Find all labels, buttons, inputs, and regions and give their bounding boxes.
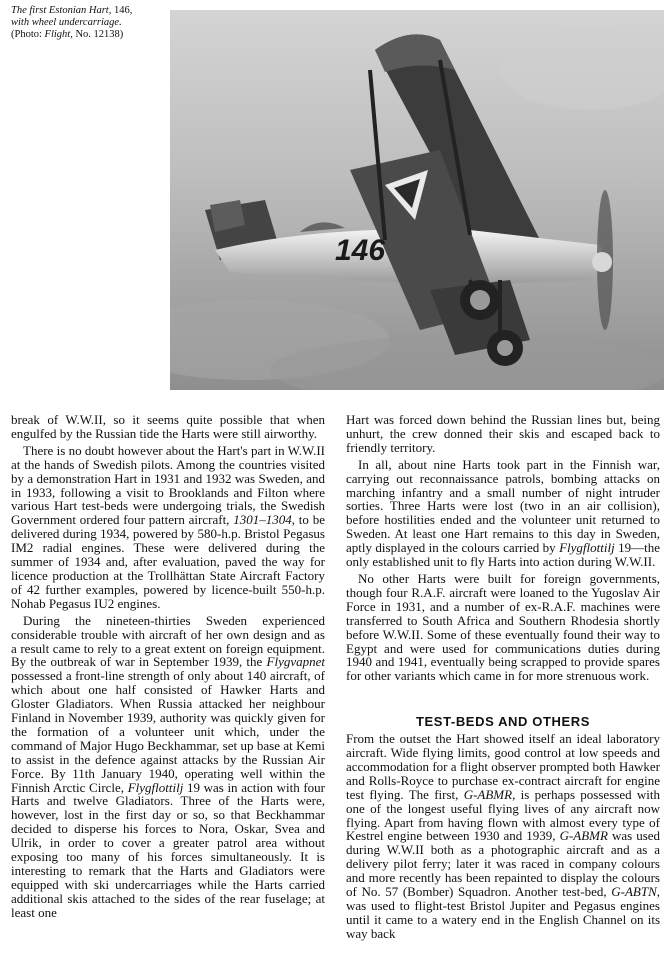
caption-number: 146, <box>113 5 133 16</box>
left-paragraph-3: During the nineteen-thirties Sweden experienced considerable trouble with aircraft of her own design and as a result came to rely to a great extent on foreign equipment. By the outbreak of war in September 1939, the Flygvapnet possessed a front-line strength of only about 140 aircraft, of which about one half consisted of Hawker Harts and Gloster Gladiators. When Russia attacked her neighbour Finland in November 1939, authority was quickly given for the formation of a volunteer unit which, under the command of Major Hugo Beckhammar, set up base at Kemi to assist in the defence against attacks by the Russian Air Force. By 11th January 1940, operating well within the Finnish Arctic Circle, Flygflottilj 19 was in action with four Harts and twelve Gladiators. Three of the Harts were, however, lost in the first day or so, so that Beckhammar decided to disperse his forces to Nora, Oskar, Svea and Ulrik, in order to cover a greater patrol area without exposing too many of his forces simultaneously. It is interesting to remark that the Harts and Gladiators were equipped with ski undercarriages while the Harts carried additional skis attached to the sides of the rear fuselage; at least one <box>11 612 325 920</box>
photo-caption <box>11 5 161 41</box>
caption-line1: The first Estonian Hart, <box>11 5 112 16</box>
aircraft-photo <box>170 10 664 390</box>
caption-photo-label: (Photo: <box>11 29 42 40</box>
fuselage-code: 146 <box>335 234 386 267</box>
caption-photo-source: Flight, <box>44 29 73 40</box>
section-heading: TEST-BEDS AND OTHERS <box>415 714 591 730</box>
right-paragraph-3: No other Harts were built for foreign governments, though four R.A.F. aircraft were loaned to the Yugoslav Air Force in 1931, and a number of ex-R.A.F. machines were transferred to South Africa and Southern Rhodesia shortly before W.W.II. Some of these eventually found their way to Egypt and were used for communications duties during 1940 and 1941, eventually being scrapped to provide spares for other variants which came in for more strenuous work. <box>346 570 660 684</box>
left-paragraph-1: break of W.W.II, so it seems quite possible that when engulfed by the Russian tide the Harts were still airworthy. <box>11 412 325 441</box>
right-paragraph-4: From the outset the Hart showed itself an ideal laboratory aircraft. Wide flying limits, good control at low speeds and accommodation for a flight observer prompted both Hawker and Rolls-Royce to purchase ex-contract aircraft for engine test flying. The first, G-ABMR, is perhaps possessed with one of the longest useful flying lives of any aircraft now flying. Apart from having flown with almost every type of Kestrel engine between 1930 and 1939, G-ABMR was used during W.W.II both as a photographic aircraft and as a delivery pilot ferry; later it was raced in company colours and more recently has been repainted to display the colours of No. 57 (Bomber) Squadron. Another test-bed, G-ABTN, was used to flight-test Bristol Jupiter and Pegasus engines until it came to a watery end in the English Channel on its way back <box>346 731 661 941</box>
caption-line2: with wheel undercarriage. <box>11 17 122 28</box>
caption-photo-number: No. 12138) <box>75 29 124 40</box>
right-paragraph-1: Hart was forced down behind the Russian lines but, being unhurt, the crew donned their skis and escaped back to friendly territory. <box>346 412 660 455</box>
right-column <box>346 413 660 941</box>
left-paragraph-2: There is no doubt however about the Hart's part in W.W.II at the hands of Swedish pilots. Among the countries visited by a demonstration Hart in 1931 and 1932 was Sweden, and in 1933, following a visit to Brooklands and Filton where various Hart test-beds were undergoing trials, the Swedish Government ordered four pattern aircraft, 1301–1304, to be delivered during 1934, powered by 580-h.p. Bristol Pegasus IM2 radial engines. These were delivered during the summer of 1934 and, after evaluation, paved the way for licence production at the Trollhättan State Aircraft Factory of 42 further examples, powered by licence-built 550-h.p. Nohab Pegasus IU2 engines. <box>11 442 325 611</box>
left-column <box>11 413 325 920</box>
right-paragraph-2: In all, about nine Harts took part in the Finnish war, carrying out reconnaissance patrols, bombing attacks on marching infantry and a small number of night intruder sorties. Three Harts were lost (two in an air collision), before hostilities ended and the volunteer unit returned to Sweden. At least one Hart remains to this day in Sweden, aptly displayed in the colours carried by Flygflottilj 19—the only established unit to fly Harts into action during W.W.II. <box>346 456 660 570</box>
